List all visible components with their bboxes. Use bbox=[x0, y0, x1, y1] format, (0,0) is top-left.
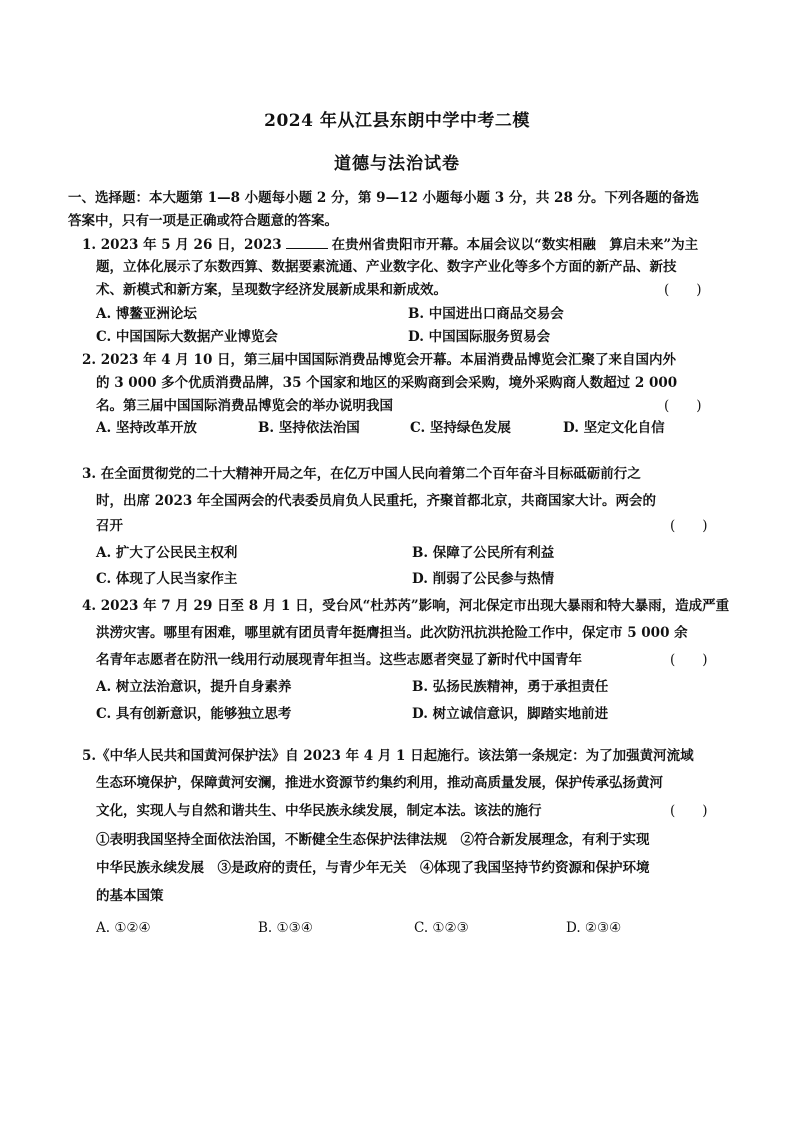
q3-option-a: A. 扩大了公民民主权利 bbox=[96, 545, 238, 561]
q1-option-b: B. 中国进出口商品交易会 bbox=[408, 306, 564, 322]
q4-stem-line-2: 洪涝灾害。哪里有困难，哪里就有团员青年挺膺担当。此次防汛抗洪抢险工作中，保定市 5 000 余 bbox=[96, 625, 688, 641]
q2-option-b: B. 坚持依法治国 bbox=[258, 420, 360, 436]
q1-stem-line-2: 题，立体化展示了东数西算、数据要素流通、产业数字化、数字产业化等多个方面的新产品、新技 bbox=[96, 259, 677, 275]
q3-option-c: C. 体现了人民当家作主 bbox=[96, 571, 238, 587]
section-instruction-line-2: 答案中，只有一项是正确或符合题意的答案。 bbox=[68, 213, 338, 229]
exam-subtitle: 道德与法治试卷 bbox=[334, 154, 460, 174]
q5-statement-line-1: ①表明我国坚持全面依法治国，不断健全生态保护法律法规 ②符合新发展理念，有利于实现 bbox=[96, 832, 650, 848]
q4-option-c: C. 具有创新意识，能够独立思考 bbox=[96, 706, 292, 722]
q5-statement-line-2: 中华民族永续发展 ③是政府的责任，与青少年无关 ④体现了我国坚持节约资源和保护环境 bbox=[96, 860, 650, 876]
q1-option-c: C. 中国国际大数据产业博览会 bbox=[96, 329, 278, 345]
q3-stem-line-3: 召开 bbox=[96, 518, 123, 534]
section-instruction-line-1: 一、选择题：本大题第 1—8 小题每小题 2 分，第 9—12 小题每小题 3 分，共 28 分。下列各题的备选 bbox=[68, 190, 700, 206]
q4-stem-line-3: 名青年志愿者在防汛一线用行动展现青年担当。这些志愿者突显了新时代中国青年 bbox=[96, 652, 582, 668]
q3-stem-line-1: 3. 在全面贯彻党的二十大精神开局之年，在亿万中国人民向着第二个百年奋斗目标砥砺前行之 bbox=[82, 466, 641, 482]
q1-option-d: D. 中国国际服务贸易会 bbox=[408, 329, 551, 345]
q5-stem-line-1: 5.《中华人民共和国黄河保护法》自 2023 年 4 月 1 日起施行。该法第一条规定：为了加强黄河流域 bbox=[82, 748, 694, 764]
q5-option-a: A. ①②④ bbox=[96, 920, 151, 936]
q4-stem-line-1: 4. 2023 年 7 月 29 日至 8 月 1 日，受台风“杜苏芮”影响，河北保定市出现大暴雨和特大暴雨，造成严重 bbox=[82, 598, 730, 614]
q5-answer-paren: ( ) bbox=[670, 803, 708, 819]
q4-option-a: A. 树立法治意识，提升自身素养 bbox=[96, 679, 292, 695]
q1-stem-start: 1. 2023 年 5 月 26 日，2023 bbox=[82, 237, 282, 253]
q4-option-b: B. 弘扬民族精神，勇于承担责任 bbox=[412, 679, 609, 695]
q2-stem-line-2: 的 3 000 多个优质消费品牌，35 个国家和地区的采购商到会采购，境外采购商人数超过 2 000 bbox=[96, 375, 678, 391]
exam-title: 2024 年从江县东朗中学中考二模 bbox=[264, 111, 530, 131]
q2-answer-paren: ( ) bbox=[664, 398, 702, 414]
q4-answer-paren: ( ) bbox=[670, 652, 708, 668]
q1-answer-paren: ( ) bbox=[664, 282, 702, 298]
q2-option-a: A. 坚持改革开放 bbox=[96, 420, 197, 436]
q2-stem-line-3: 名。第三届中国国际消费品博览会的举办说明我国 bbox=[96, 398, 393, 414]
q3-stem-line-2: 时，出席 2023 年全国两会的代表委员肩负人民重托，齐聚首都北京，共商国家大计。两会的 bbox=[96, 493, 656, 509]
q5-option-c: C. ①②③ bbox=[414, 920, 469, 936]
q5-option-b: B. ①③④ bbox=[258, 920, 313, 936]
q2-stem-line-1: 2. 2023 年 4 月 10 日，第三届中国国际消费品博览会开幕。本届消费品博览会汇聚了来自国内外 bbox=[82, 352, 677, 368]
q1-stem-end: 在贵州省贵阳市开幕。本届会议以“数实相融 算启未来”为主 bbox=[331, 237, 699, 253]
q1-option-a: A. 博鳌亚洲论坛 bbox=[96, 306, 197, 322]
q1-stem-line-3: 术、新模式和新方案，呈现数字经济发展新成果和新成效。 bbox=[96, 282, 447, 298]
q3-option-b: B. 保障了公民所有利益 bbox=[412, 545, 555, 561]
q2-option-c: C. 坚持绿色发展 bbox=[410, 420, 511, 436]
q2-option-d: D. 坚定文化自信 bbox=[563, 420, 665, 436]
q3-answer-paren: ( ) bbox=[670, 518, 708, 534]
q4-option-d: D. 树立诚信意识，脚踏实地前进 bbox=[412, 706, 609, 722]
q5-stem-line-2: 生态环境保护，保障黄河安澜，推进水资源节约集约利用，推动高质量发展，保护传承弘扬黄河 bbox=[96, 775, 663, 791]
q5-statement-line-3: 的基本国策 bbox=[96, 888, 164, 904]
q1-stem-line-1 bbox=[82, 234, 698, 255]
q5-stem-line-3: 文化，实现人与自然和谐共生、中华民族永续发展，制定本法。该法的施行 bbox=[96, 803, 542, 819]
q3-option-d: D. 削弱了公民参与热情 bbox=[412, 571, 555, 587]
q1-fill-blank bbox=[286, 234, 328, 249]
q5-option-d: D. ②③④ bbox=[566, 920, 622, 936]
